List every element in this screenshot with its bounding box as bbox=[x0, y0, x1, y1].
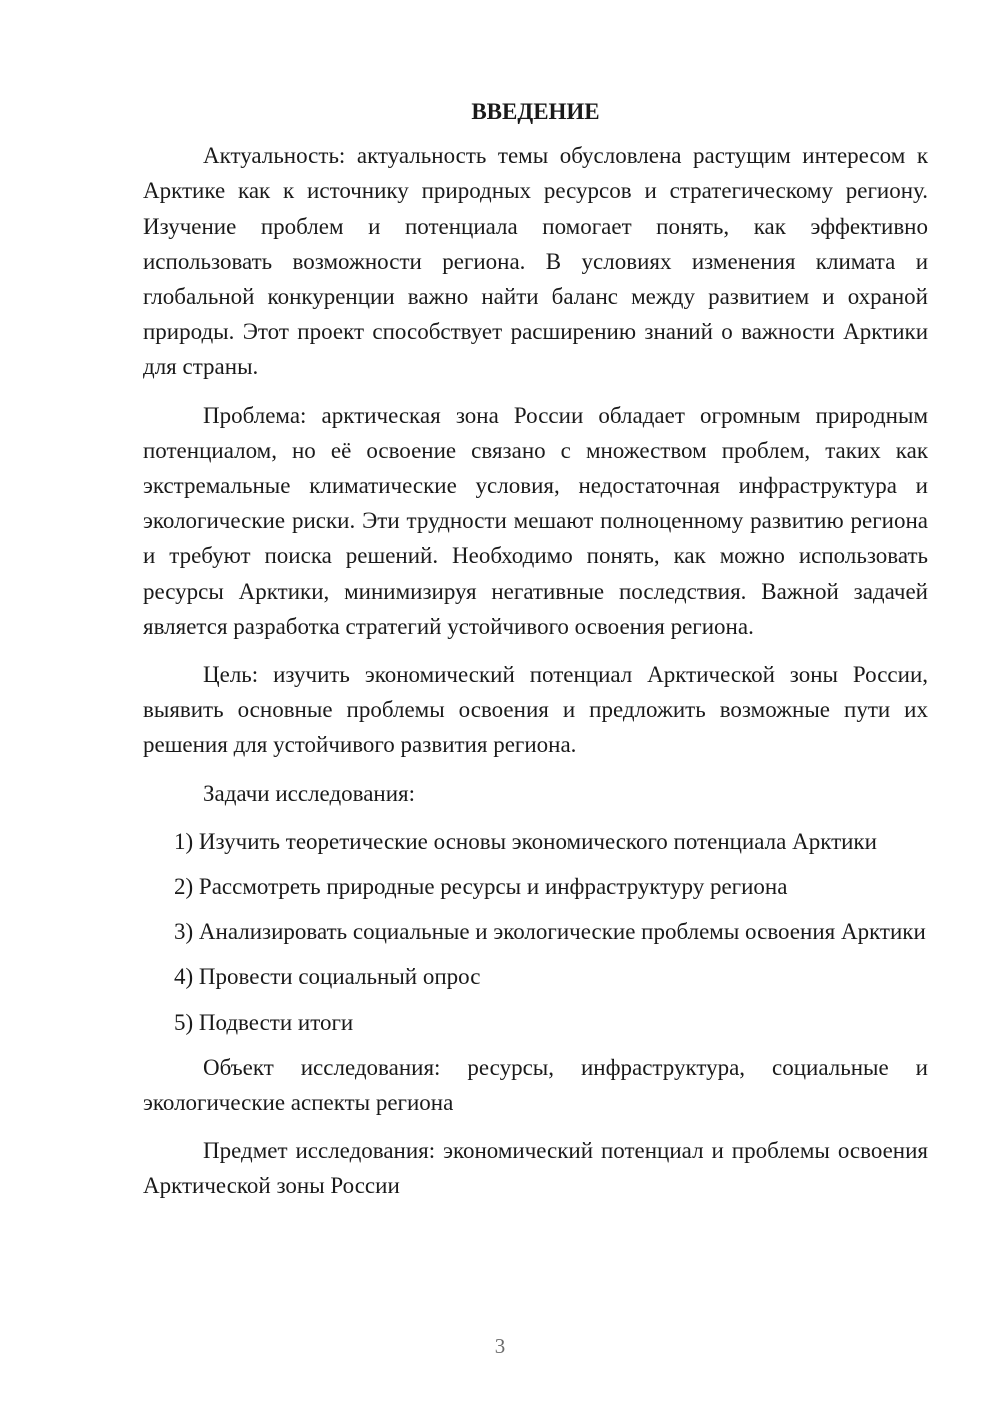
list-item: 4) Провести социальный опрос bbox=[174, 964, 481, 990]
paragraph-problem: Проблема: арктическая зона России обладает огромным природным потенциалом, но её освоение связано с множеством проблем, таких как экстремальные климатические условия, недостаточная инфраструктура и экологические риски. Эти трудности мешают полноценному развитию региона и требуют поиска решений. Необходимо понять, как можно использовать ресурсы Арктики, минимизируя негативные последствия. Важной задачей является разработка стратегий устойчивого освоения региона. bbox=[143, 402, 928, 639]
tasks-heading: Задачи исследования: bbox=[203, 780, 416, 806]
page-number: 3 bbox=[494, 1334, 506, 1358]
paragraph-object: Объект исследования: ресурсы, инфраструктура, социальные и экологические аспекты региона bbox=[143, 1054, 928, 1116]
list-item: 1) Изучить теоретические основы экономического потенциала Арктики bbox=[174, 828, 877, 854]
paragraph-subject: Предмет исследования: экономический потенциал и проблемы освоения Арктической зоны России bbox=[143, 1138, 928, 1199]
list-item: 2) Рассмотреть природные ресурсы и инфраструктуру региона bbox=[174, 874, 788, 900]
document-page bbox=[143, 94, 928, 1217]
paragraph-goal: Цель: изучить экономический потенциал Арктической зоны России, выявить основные проблемы освоения и предложить возможные пути их решения для устойчивого развития региона. bbox=[143, 662, 928, 758]
paragraph-relevance: Актуальность: актуальность темы обусловлена растущим интересом к Арктике как к источнику природных ресурсов и стратегическому региону. Изучение проблем и потенциала помогает понять, как эффективно использовать возможности региона. В условиях изменения климата и глобальной конкуренции важно найти баланс между развитием и охраной природы. Этот проект способствует расширению знаний о важности Арктики для страны. bbox=[143, 143, 928, 380]
tasks-list bbox=[143, 824, 928, 1040]
list-item: 3) Анализировать социальные и экологические проблемы освоения Арктики bbox=[174, 919, 926, 945]
list-item: 5) Подвести итоги bbox=[174, 1009, 354, 1035]
page-title: ВВЕДЕНИЕ bbox=[471, 99, 600, 124]
